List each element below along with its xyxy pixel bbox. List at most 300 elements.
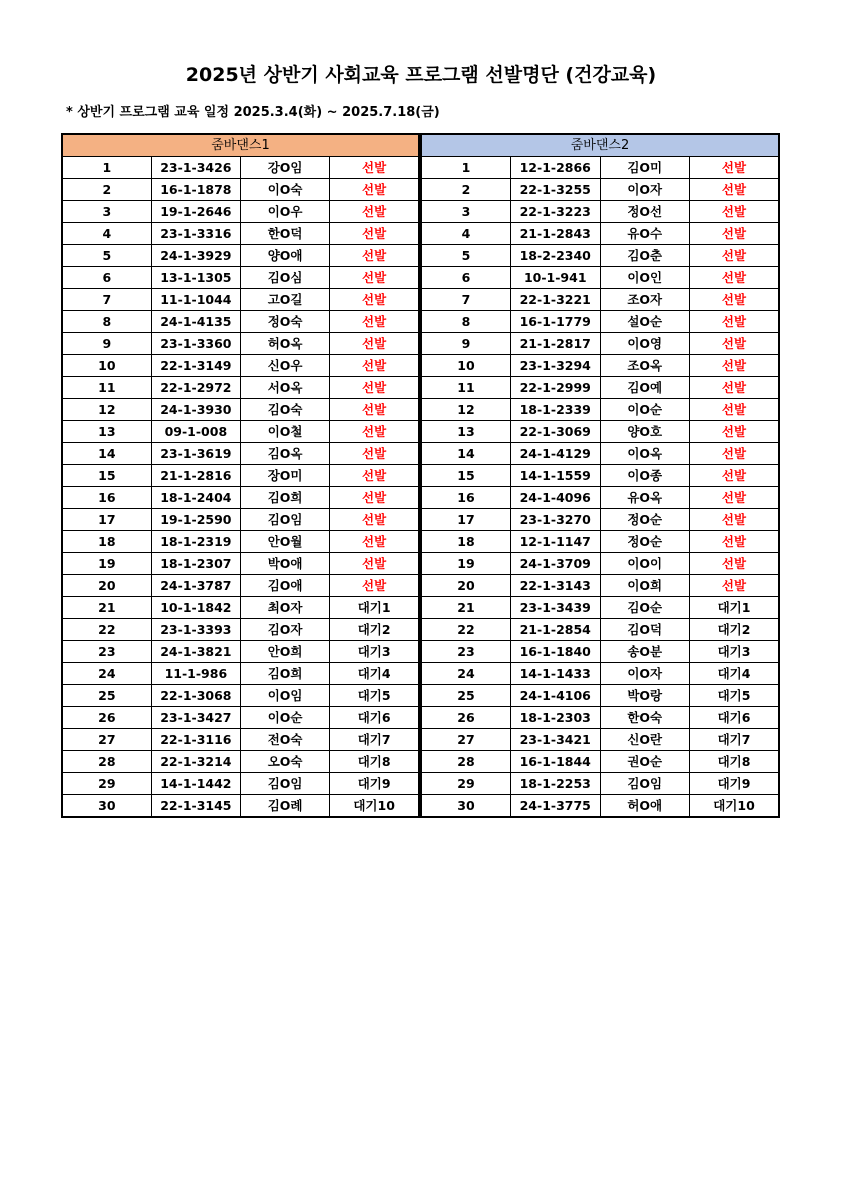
member-code: 19-1-2646 — [151, 201, 240, 223]
member-code: 18-2-2340 — [511, 245, 601, 267]
selection-status: 선발 — [690, 311, 780, 333]
member-code: 24-1-3787 — [151, 575, 240, 597]
selection-status: 대기3 — [690, 641, 780, 663]
selection-tables — [61, 133, 780, 819]
selection-status: 대기5 — [690, 685, 780, 707]
row-number: 23 — [421, 641, 511, 663]
row-number: 20 — [62, 575, 151, 597]
member-name: 설O순 — [600, 311, 690, 333]
member-code: 16-1-1878 — [151, 179, 240, 201]
member-code: 24-1-4106 — [511, 685, 601, 707]
row-number: 24 — [62, 663, 151, 685]
row-number: 27 — [62, 729, 151, 751]
selection-status: 선발 — [330, 311, 419, 333]
selection-status: 대기3 — [330, 641, 419, 663]
table-row — [421, 443, 779, 465]
member-name: 유O수 — [600, 223, 690, 245]
member-code: 21-1-2854 — [511, 619, 601, 641]
selection-status: 선발 — [690, 465, 780, 487]
table-row — [62, 311, 419, 333]
selection-status: 선발 — [690, 157, 780, 179]
selection-status: 선발 — [330, 245, 419, 267]
member-code: 24-1-3821 — [151, 641, 240, 663]
row-number: 14 — [421, 443, 511, 465]
page-title: 2025년 상반기 사회교육 프로그램 선발명단 (건강교육) — [185, 64, 657, 86]
member-name: 이O순 — [600, 399, 690, 421]
table-row — [62, 685, 419, 707]
row-number: 30 — [62, 795, 151, 818]
row-number: 19 — [421, 553, 511, 575]
selection-status: 선발 — [690, 201, 780, 223]
row-number: 17 — [421, 509, 511, 531]
table-row — [421, 663, 779, 685]
member-code: 10-1-1842 — [151, 597, 240, 619]
table-row — [62, 597, 419, 619]
member-name: 이O우 — [241, 201, 330, 223]
row-number: 1 — [421, 157, 511, 179]
member-name: 김O숙 — [241, 399, 330, 421]
member-code: 18-1-2319 — [151, 531, 240, 553]
member-code: 16-1-1844 — [511, 751, 601, 773]
member-code: 18-1-2404 — [151, 487, 240, 509]
member-name: 강O임 — [241, 157, 330, 179]
member-name: 이O숙 — [241, 179, 330, 201]
member-name: 이O철 — [241, 421, 330, 443]
member-code: 23-1-3421 — [511, 729, 601, 751]
zumba-2-rows — [421, 157, 779, 818]
selection-status: 대기8 — [690, 751, 780, 773]
row-number: 13 — [421, 421, 511, 443]
member-code: 24-1-4096 — [511, 487, 601, 509]
row-number: 8 — [62, 311, 151, 333]
row-number: 11 — [421, 377, 511, 399]
member-code: 18-1-2303 — [511, 707, 601, 729]
row-number: 12 — [421, 399, 511, 421]
member-code: 23-1-3439 — [511, 597, 601, 619]
table-row — [62, 245, 419, 267]
table-row — [62, 157, 419, 179]
member-name: 김O임 — [241, 773, 330, 795]
row-number: 21 — [62, 597, 151, 619]
row-number: 15 — [62, 465, 151, 487]
table-row — [421, 619, 779, 641]
row-number: 5 — [421, 245, 511, 267]
selection-status: 선발 — [330, 509, 419, 531]
row-number: 30 — [421, 795, 511, 818]
zumba-2-table — [420, 133, 780, 818]
member-code: 22-1-3221 — [511, 289, 601, 311]
table-row — [421, 487, 779, 509]
table-row — [62, 377, 419, 399]
table-row — [62, 575, 419, 597]
table-row — [62, 355, 419, 377]
table-row — [421, 267, 779, 289]
row-number: 29 — [62, 773, 151, 795]
row-number: 20 — [421, 575, 511, 597]
member-code: 23-1-3360 — [151, 333, 240, 355]
member-name: 김O자 — [241, 619, 330, 641]
table-row — [62, 663, 419, 685]
selection-status: 선발 — [330, 531, 419, 553]
member-name: 장O미 — [241, 465, 330, 487]
table-row — [62, 553, 419, 575]
selection-status: 선발 — [690, 333, 780, 355]
table-row — [62, 773, 419, 795]
table-row — [421, 201, 779, 223]
table-row — [62, 487, 419, 509]
member-code: 16-1-1779 — [511, 311, 601, 333]
member-code: 18-1-2253 — [511, 773, 601, 795]
table-row — [421, 795, 779, 818]
selection-status: 선발 — [330, 421, 419, 443]
selection-status: 선발 — [330, 333, 419, 355]
selection-status: 선발 — [690, 355, 780, 377]
selection-status: 대기8 — [330, 751, 419, 773]
member-name: 김O순 — [600, 597, 690, 619]
schedule-note: * 상반기 프로그램 교육 일정 2025.3.4(화) ~ 2025.7.18(금) — [66, 105, 440, 120]
table-row — [421, 245, 779, 267]
selection-status: 대기10 — [690, 795, 780, 818]
selection-status: 대기5 — [330, 685, 419, 707]
member-name: 허O옥 — [241, 333, 330, 355]
row-number: 9 — [62, 333, 151, 355]
member-name: 이O이 — [600, 553, 690, 575]
member-name: 김O옥 — [241, 443, 330, 465]
selection-status: 선발 — [690, 509, 780, 531]
member-name: 신O란 — [600, 729, 690, 751]
selection-status: 선발 — [330, 201, 419, 223]
member-code: 18-1-2307 — [151, 553, 240, 575]
table-row — [421, 729, 779, 751]
member-name: 허O애 — [600, 795, 690, 818]
member-name: 조O옥 — [600, 355, 690, 377]
member-code: 22-1-3069 — [511, 421, 601, 443]
table-row — [421, 333, 779, 355]
row-number: 6 — [421, 267, 511, 289]
member-name: 정O선 — [600, 201, 690, 223]
row-number: 7 — [421, 289, 511, 311]
member-code: 12-1-2866 — [511, 157, 601, 179]
table-row — [421, 597, 779, 619]
member-code: 22-1-2999 — [511, 377, 601, 399]
table-row — [62, 443, 419, 465]
row-number: 23 — [62, 641, 151, 663]
member-code: 21-1-2817 — [511, 333, 601, 355]
selection-status: 선발 — [330, 443, 419, 465]
table-row — [421, 157, 779, 179]
selection-status: 선발 — [690, 377, 780, 399]
selection-status: 선발 — [330, 223, 419, 245]
selection-status: 선발 — [690, 245, 780, 267]
row-number: 10 — [62, 355, 151, 377]
member-name: 양O호 — [600, 421, 690, 443]
table-row — [421, 355, 779, 377]
selection-status: 대기7 — [690, 729, 780, 751]
row-number: 2 — [62, 179, 151, 201]
row-number: 10 — [421, 355, 511, 377]
table-row — [421, 707, 779, 729]
table-row — [62, 201, 419, 223]
table-row — [421, 773, 779, 795]
row-number: 21 — [421, 597, 511, 619]
row-number: 28 — [421, 751, 511, 773]
row-number: 2 — [421, 179, 511, 201]
member-code: 23-1-3316 — [151, 223, 240, 245]
member-name: 박O랑 — [600, 685, 690, 707]
member-name: 정O순 — [600, 531, 690, 553]
selection-status: 대기1 — [330, 597, 419, 619]
member-code: 22-1-2972 — [151, 377, 240, 399]
row-number: 1 — [62, 157, 151, 179]
member-name: 김O희 — [241, 663, 330, 685]
table-row — [421, 553, 779, 575]
member-name: 이O옥 — [600, 443, 690, 465]
table-row — [62, 729, 419, 751]
selection-status: 대기2 — [690, 619, 780, 641]
zumba-1-rows — [62, 157, 419, 818]
member-name: 한O숙 — [600, 707, 690, 729]
member-name: 김O임 — [241, 509, 330, 531]
member-code: 18-1-2339 — [511, 399, 601, 421]
member-name: 김O춘 — [600, 245, 690, 267]
selection-status: 선발 — [330, 355, 419, 377]
table-row — [62, 223, 419, 245]
member-code: 09-1-008 — [151, 421, 240, 443]
member-code: 22-1-3223 — [511, 201, 601, 223]
member-code: 21-1-2843 — [511, 223, 601, 245]
row-number: 16 — [421, 487, 511, 509]
selection-status: 선발 — [330, 289, 419, 311]
table-row — [62, 531, 419, 553]
table-row — [421, 179, 779, 201]
member-code: 16-1-1840 — [511, 641, 601, 663]
selection-status: 선발 — [330, 377, 419, 399]
member-code: 24-1-4135 — [151, 311, 240, 333]
selection-status: 대기1 — [690, 597, 780, 619]
row-number: 7 — [62, 289, 151, 311]
row-number: 18 — [421, 531, 511, 553]
member-name: 오O숙 — [241, 751, 330, 773]
member-code: 24-1-4129 — [511, 443, 601, 465]
member-name: 박O애 — [241, 553, 330, 575]
member-code: 22-1-3068 — [151, 685, 240, 707]
member-name: 이O순 — [241, 707, 330, 729]
zumba-1-table — [61, 133, 420, 818]
selection-status: 대기6 — [690, 707, 780, 729]
row-number: 22 — [62, 619, 151, 641]
member-code: 22-1-3145 — [151, 795, 240, 818]
row-number: 16 — [62, 487, 151, 509]
zumba-1-header: 줌바댄스1 — [62, 134, 419, 157]
member-name: 서O옥 — [241, 377, 330, 399]
selection-status: 선발 — [690, 179, 780, 201]
row-number: 18 — [62, 531, 151, 553]
table-row — [421, 509, 779, 531]
row-number: 11 — [62, 377, 151, 399]
member-name: 권O순 — [600, 751, 690, 773]
member-name: 김O예 — [600, 377, 690, 399]
member-code: 22-1-3214 — [151, 751, 240, 773]
table-row — [62, 179, 419, 201]
member-name: 김O희 — [241, 487, 330, 509]
selection-status: 선발 — [330, 157, 419, 179]
selection-status: 선발 — [330, 553, 419, 575]
row-number: 5 — [62, 245, 151, 267]
selection-status: 대기9 — [690, 773, 780, 795]
member-name: 이O영 — [600, 333, 690, 355]
row-number: 14 — [62, 443, 151, 465]
member-name: 김O례 — [241, 795, 330, 818]
member-code: 23-1-3427 — [151, 707, 240, 729]
member-code: 13-1-1305 — [151, 267, 240, 289]
member-name: 김O심 — [241, 267, 330, 289]
member-code: 10-1-941 — [511, 267, 601, 289]
row-number: 19 — [62, 553, 151, 575]
member-name: 고O길 — [241, 289, 330, 311]
selection-status: 선발 — [330, 575, 419, 597]
member-name: 이O자 — [600, 179, 690, 201]
table-row — [62, 707, 419, 729]
row-number: 4 — [62, 223, 151, 245]
member-code: 24-1-3929 — [151, 245, 240, 267]
member-code: 14-1-1559 — [511, 465, 601, 487]
selection-status: 선발 — [330, 267, 419, 289]
row-number: 27 — [421, 729, 511, 751]
table-row — [62, 465, 419, 487]
row-number: 24 — [421, 663, 511, 685]
member-name: 이O희 — [600, 575, 690, 597]
selection-status: 대기2 — [330, 619, 419, 641]
member-code: 11-1-1044 — [151, 289, 240, 311]
member-name: 이O자 — [600, 663, 690, 685]
row-number: 26 — [421, 707, 511, 729]
selection-status: 대기4 — [690, 663, 780, 685]
member-code: 22-1-3143 — [511, 575, 601, 597]
row-number: 8 — [421, 311, 511, 333]
table-row — [62, 795, 419, 818]
selection-status: 선발 — [690, 487, 780, 509]
row-number: 25 — [421, 685, 511, 707]
selection-status: 선발 — [690, 267, 780, 289]
table-row — [62, 619, 419, 641]
row-number: 13 — [62, 421, 151, 443]
member-name: 최O자 — [241, 597, 330, 619]
selection-status: 선발 — [690, 575, 780, 597]
table-row — [62, 751, 419, 773]
member-code: 22-1-3255 — [511, 179, 601, 201]
row-number: 3 — [62, 201, 151, 223]
member-name: 이O인 — [600, 267, 690, 289]
member-code: 14-1-1442 — [151, 773, 240, 795]
member-name: 이O종 — [600, 465, 690, 487]
selection-status: 선발 — [690, 553, 780, 575]
table-row — [421, 311, 779, 333]
member-name: 안O희 — [241, 641, 330, 663]
row-number: 29 — [421, 773, 511, 795]
table-row — [62, 641, 419, 663]
selection-status: 선발 — [690, 223, 780, 245]
member-code: 22-1-3149 — [151, 355, 240, 377]
member-name: 이O임 — [241, 685, 330, 707]
row-number: 9 — [421, 333, 511, 355]
table-row — [62, 267, 419, 289]
member-code: 19-1-2590 — [151, 509, 240, 531]
table-row — [421, 465, 779, 487]
row-number: 12 — [62, 399, 151, 421]
selection-status: 대기7 — [330, 729, 419, 751]
member-name: 김O덕 — [600, 619, 690, 641]
member-code: 11-1-986 — [151, 663, 240, 685]
selection-status: 선발 — [690, 443, 780, 465]
member-name: 송O분 — [600, 641, 690, 663]
member-code: 22-1-3116 — [151, 729, 240, 751]
selection-status: 대기10 — [330, 795, 419, 818]
table-row — [62, 399, 419, 421]
selection-status: 선발 — [690, 399, 780, 421]
row-number: 25 — [62, 685, 151, 707]
selection-status: 대기4 — [330, 663, 419, 685]
member-code: 23-1-3393 — [151, 619, 240, 641]
selection-status: 선발 — [330, 399, 419, 421]
member-code: 23-1-3294 — [511, 355, 601, 377]
zumba-2-header: 줌바댄스2 — [421, 134, 779, 157]
member-name: 김O애 — [241, 575, 330, 597]
member-code: 24-1-3930 — [151, 399, 240, 421]
table-row — [421, 223, 779, 245]
selection-status: 선발 — [690, 421, 780, 443]
table-row — [62, 333, 419, 355]
row-number: 17 — [62, 509, 151, 531]
member-code: 24-1-3709 — [511, 553, 601, 575]
selection-status: 선발 — [690, 531, 780, 553]
member-name: 한O덕 — [241, 223, 330, 245]
table-row — [421, 751, 779, 773]
row-number: 4 — [421, 223, 511, 245]
member-code: 23-1-3426 — [151, 157, 240, 179]
selection-status: 선발 — [330, 465, 419, 487]
table-row — [62, 509, 419, 531]
table-row — [421, 399, 779, 421]
table-row — [421, 289, 779, 311]
table-row — [421, 685, 779, 707]
member-name: 안O월 — [241, 531, 330, 553]
member-name: 김O임 — [600, 773, 690, 795]
member-code: 24-1-3775 — [511, 795, 601, 818]
member-code: 23-1-3270 — [511, 509, 601, 531]
row-number: 3 — [421, 201, 511, 223]
selection-status: 선발 — [330, 487, 419, 509]
row-number: 15 — [421, 465, 511, 487]
table-row — [421, 641, 779, 663]
member-name: 양O애 — [241, 245, 330, 267]
member-name: 김O미 — [600, 157, 690, 179]
member-code: 14-1-1433 — [511, 663, 601, 685]
table-row — [421, 575, 779, 597]
selection-status: 선발 — [330, 179, 419, 201]
row-number: 6 — [62, 267, 151, 289]
member-code: 12-1-1147 — [511, 531, 601, 553]
row-number: 22 — [421, 619, 511, 641]
member-name: 조O자 — [600, 289, 690, 311]
selection-status: 대기6 — [330, 707, 419, 729]
member-name: 전O숙 — [241, 729, 330, 751]
row-number: 26 — [62, 707, 151, 729]
row-number: 28 — [62, 751, 151, 773]
member-name: 정O순 — [600, 509, 690, 531]
member-name: 정O숙 — [241, 311, 330, 333]
selection-status: 대기9 — [330, 773, 419, 795]
member-code: 23-1-3619 — [151, 443, 240, 465]
